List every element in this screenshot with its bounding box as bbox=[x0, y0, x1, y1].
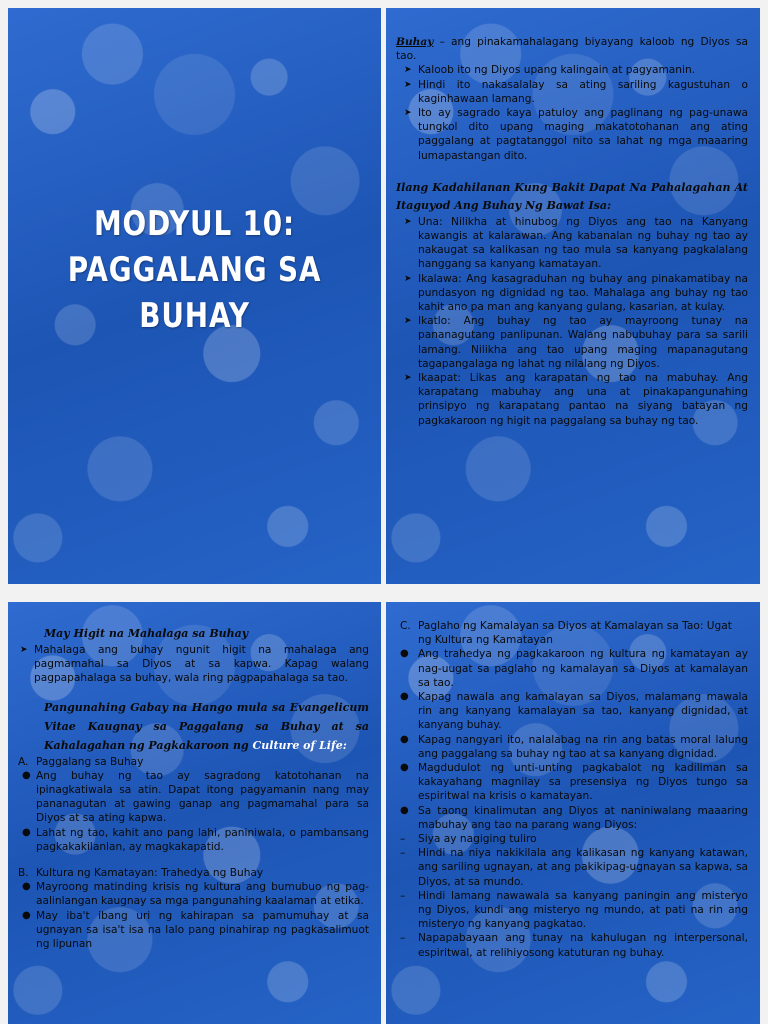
cover-title-line-1: MODYUL 10: bbox=[93, 204, 296, 244]
list-item: ● Lahat ng tao, kahit ano pang lahi, paniniwala, o pambansang pagkakakilanlan, ay magkakapatid. bbox=[22, 826, 369, 853]
cover-title-line-2: PAGGALANG SA bbox=[67, 250, 322, 290]
buhay-term: Buhay bbox=[396, 36, 434, 48]
section-b-list bbox=[18, 880, 369, 951]
guidelines-heading: Pangunahing Gabay na Hango mula sa Evangelicum Vitae Kaugnay sa Paggalang sa Buhay at sa Kahalagahan ng Pagkakaroon ng Culture of Life: bbox=[44, 700, 369, 752]
dot-bullet-icon: ● bbox=[400, 733, 409, 745]
buhay-definition bbox=[396, 35, 748, 63]
section-b-heading: B. Kultura ng Kamatayan: Trahedya ng Buhay bbox=[18, 867, 264, 880]
arrow-bullet-icon: ➤ bbox=[404, 65, 412, 76]
section-c-heading: C. Paglaho ng Kamalayan sa Diyos at Kamalayan sa Tao: Ugat ng Kultura ng Kamatayan bbox=[400, 620, 732, 647]
arrow-bullet-icon: ➤ bbox=[404, 79, 412, 90]
list-item: ● Magdudulot ng unti-unting pagkabalot ng kadiliman sa kakayahang magnilay sa presensiya ng Diyos tungo sa espiritwal na krisis o kamatayan. bbox=[400, 762, 748, 803]
mahalaga-list bbox=[18, 643, 369, 686]
list-item: – Hindi na niya nakikilala ang kalikasan ng kanyang katawan, ang sariling ugnayan, at ang pakikipag-ugnayan sa kapwa, sa Diyos, at sa mundo. bbox=[400, 847, 748, 888]
buhay-bullets bbox=[396, 63, 748, 162]
list-item: ● Kapag nawala ang kamalayan sa Diyos, malamang mawala rin ang kanyang kamalayan sa tao, kanyang dignidad, at kanyang buhay. bbox=[400, 691, 748, 732]
section-a-heading: A. Paggalang sa Buhay bbox=[18, 755, 144, 768]
section-c-dash-list bbox=[394, 832, 748, 960]
list-item: ● Mayroong matinding krisis ng kultura ang bumubuo ng pag-aalinlangan kaugnay sa mga pangunahing kaalaman at etika. bbox=[22, 881, 369, 908]
section-a-list bbox=[18, 769, 369, 854]
dot-bullet-icon: ● bbox=[22, 909, 31, 921]
dot-bullet-icon: ● bbox=[400, 762, 409, 774]
buhay-definition-panel bbox=[386, 8, 760, 584]
list-item: ➤ Ikalawa: Ang kasagraduhan ng buhay ang pinakamatibay na pundasyon ng dignidad ng tao. Mahalaga ang buhay ng tao kahit ano pa man ang kanyang gulang, kasarian, at kulay. bbox=[404, 272, 748, 314]
list-item: ● Sa taong kinalimutan ang Diyos at naniniwalang maaaring mabuhay ang tao na parang wang Diyos: bbox=[400, 804, 748, 831]
dot-bullet-icon: ● bbox=[22, 881, 31, 893]
list-item: ➤ Kaloob ito ng Diyos upang kalingain at pagyamanin. bbox=[404, 64, 696, 77]
dot-bullet-icon: ● bbox=[400, 648, 409, 660]
dot-bullet-icon: ● bbox=[400, 804, 409, 816]
list-item: ➤ Hindi ito nakasalalay sa ating sariling kagustuhan o kaginhawaan lamang. bbox=[404, 78, 748, 105]
dash-bullet-icon: – bbox=[400, 847, 406, 860]
dash-bullet-icon: – bbox=[400, 932, 406, 945]
dot-bullet-icon: ● bbox=[22, 826, 31, 838]
cover-title bbox=[42, 201, 348, 339]
arrow-bullet-icon: ➤ bbox=[404, 108, 412, 119]
section-heading: May Higit na Mahalaga sa Buhay bbox=[44, 627, 249, 640]
list-item: ➤ Ito ay sagrado kaya patuloy ang paglinang ng pag-unawa tungkol dito upang maging makatotohanan ang ating paggalang at pagtatanggol nito sa lahat ng mga maaaring lumapastangan dito. bbox=[404, 107, 748, 162]
list-item: ● Ang buhay ng tao ay sagradong katotohanan na ipinagkatiwala sa atin. Dapat itong pagyamanin nang may pananagutan at gawing ganap ang pagmamahal para sa Diyos at sa ating kapwa. bbox=[22, 769, 369, 825]
reasons-heading: Ilang Kadahilanan Kung Bakit Dapat Na Pahalagahan At Itaguyod Ang Buhay Ng Bawat Isa: bbox=[396, 180, 748, 212]
list-item: – Hindi lamang nawawala sa kanyang paningin ang misteryo ng Diyos, kundi ang misteryo ng mundo, at pati na rin ang misteryo ng kanyang pagkatao. bbox=[400, 889, 748, 931]
list-item: ● Kapag nangyari ito, nalalabag na rin ang batas moral lalung ang paggalang sa buhay ng tao at sa kanyang dignidad. bbox=[400, 733, 748, 760]
dash-bullet-icon: – bbox=[400, 889, 406, 902]
dot-bullet-icon: ● bbox=[400, 691, 409, 703]
arrow-bullet-icon: ➤ bbox=[404, 273, 412, 284]
section-c-list bbox=[394, 647, 748, 832]
list-item: ➤ Ikatlo: Ang buhay ng tao ay mayroong tunay na pananagutang panlipunan. Walang nabubuhay para sa sarili lamang. Nilikha ang tao upang maging mapanagutang tagapangalaga ng lahat ng nilalang ng Diyos. bbox=[404, 315, 748, 370]
dash-bullet-icon: – bbox=[400, 833, 406, 846]
list-item: ➤ Una: Nilikha at hinubog ng Diyos ang tao na Kanyang kawangis at kalarawan. Ang kabanalan ng buhay ng tao ay nakaugat sa kalikasan ng tao mula sa kanyang pagkalalang hanggang sa kanyang kamatayan. bbox=[404, 215, 748, 271]
list-item: ● May iba't ibang uri ng kahirapan sa pamumuhay at sa ugnayan sa isa't isa na lalo pang pinahirap ng pagkasalimuot ng lipunan bbox=[22, 909, 369, 951]
list-item: ➤ Ikaapat: Likas ang karapatan ng tao na mabuhay. Ang karapatang mabuhay ang una at pinakapangunahing prinsipyo ng karapatang pantao na siyang batayan ng pagkakaroon ng higit na paggalang sa buhay ng tao. bbox=[404, 372, 748, 427]
cover-title-line-3: BUHAY bbox=[139, 296, 250, 336]
list-item: ● Ang trahedya ng pagkakaroon ng kultura ng kamatayan ay nag-uugat sa paglaho ng kamalayan sa Diyos at kamalayan sa tao. bbox=[400, 648, 748, 689]
culture-of-death-panel bbox=[386, 602, 760, 1024]
guidelines-panel bbox=[8, 602, 381, 1024]
buhay-definition-text: – ang pinakamahalagang biyayang kaloob ng Diyos sa tao. bbox=[396, 36, 748, 63]
arrow-bullet-icon: ➤ bbox=[404, 373, 412, 384]
list-item: ➤ Mahalaga ang buhay ngunit higit na mahalaga ang pagmamahal sa Diyos at sa kapwa. Kapag walang pagpapahalaga sa buhay, wala ring pagpapahalaga sa tao. bbox=[20, 644, 369, 685]
list-item: – Siya ay nagiging tuliro bbox=[400, 833, 537, 846]
arrow-bullet-icon: ➤ bbox=[404, 316, 412, 327]
arrow-bullet-icon: ➤ bbox=[20, 645, 28, 655]
reasons-list bbox=[396, 215, 748, 428]
dot-bullet-icon: ● bbox=[22, 769, 31, 781]
list-item: – Napapabayaan ang tunay na kahulugan ng interpersonal, espiritwal, at relihiyosong katuturan ng buhay. bbox=[400, 932, 748, 959]
arrow-bullet-icon: ➤ bbox=[404, 216, 412, 227]
cover-panel bbox=[8, 8, 381, 584]
